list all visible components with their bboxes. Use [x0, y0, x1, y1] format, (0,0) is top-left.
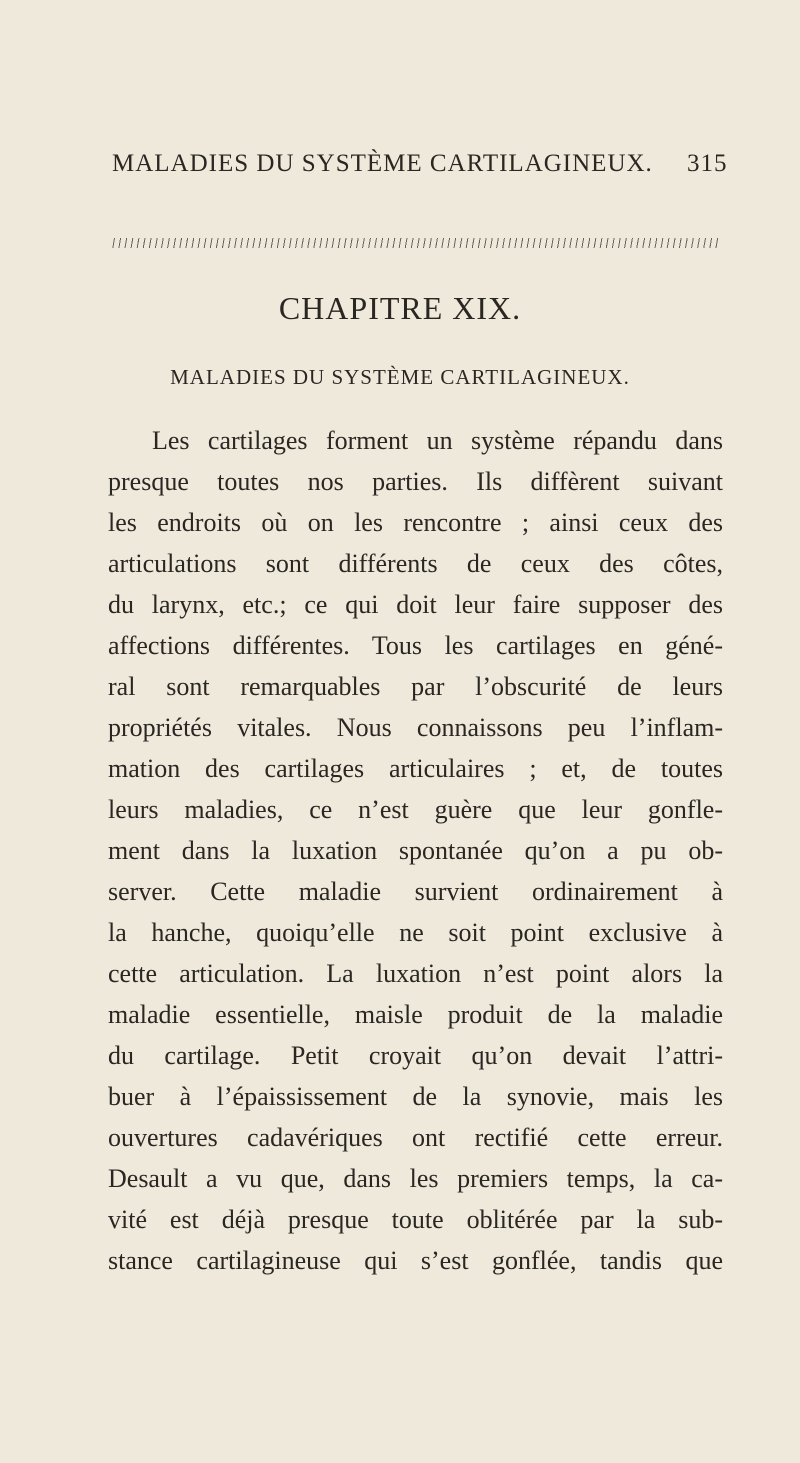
page-number: 315 [687, 150, 728, 177]
text-line: buer à l’épaississement de la synovie, mais les [108, 1082, 723, 1111]
text-line: cette articulation. La luxation n’est point alors la [108, 959, 723, 988]
text-line: propriétés vitales. Nous connaissons peu l’inflam- [108, 713, 723, 742]
body-paragraph [108, 420, 723, 1281]
running-head-title: MALADIES DU SYSTÈME CARTILAGINEUX. [112, 150, 653, 177]
text-line: Les cartilages forment un système répandu dans [152, 426, 723, 455]
text-line: server. Cette maladie survient ordinairement à [108, 877, 723, 906]
text-line: affections différentes. Tous les cartilages en géné- [108, 631, 723, 660]
text-line: leurs maladies, ce n’est guère que leur gonfle- [108, 795, 723, 824]
text-line: du cartilage. Petit croyait qu’on devait l’attri- [108, 1041, 723, 1070]
text-line: ral sont remarquables par l’obscurité de leurs [108, 672, 723, 701]
text-line: presque toutes nos parties. Ils diffèrent suivant [108, 467, 723, 496]
text-line: mation des cartilages articulaires ; et, de toutes [108, 754, 723, 783]
text-line: articulations sont différents de ceux des côtes, [108, 549, 723, 578]
text-line: stance cartilagineuse qui s’est gonflée, tandis que [108, 1246, 723, 1275]
chapter-heading: CHAPITRE XIX. [278, 290, 522, 326]
text-line: vité est déjà presque toute oblitérée par la sub- [108, 1205, 723, 1234]
text-line: la hanche, quoiqu’elle ne soit point exclusive à [108, 918, 723, 947]
text-line: les endroits où on les rencontre ; ainsi ceux des [108, 508, 723, 537]
text-line: maladie essentielle, maisle produit de la maladie [108, 1000, 723, 1029]
text-line: Desault a vu que, dans les premiers temps, la ca- [108, 1164, 723, 1193]
text-line: du larynx, etc.; ce qui doit leur faire supposer des [108, 590, 723, 619]
chapter-subtitle: MALADIES DU SYSTÈME CARTILAGINEUX. [170, 365, 630, 389]
text-line: ouvertures cadavériques ont rectifié cette erreur. [108, 1123, 723, 1152]
text-line: ment dans la luxation spontanée qu’on a pu ob- [108, 836, 723, 865]
decorative-rule [112, 238, 720, 248]
